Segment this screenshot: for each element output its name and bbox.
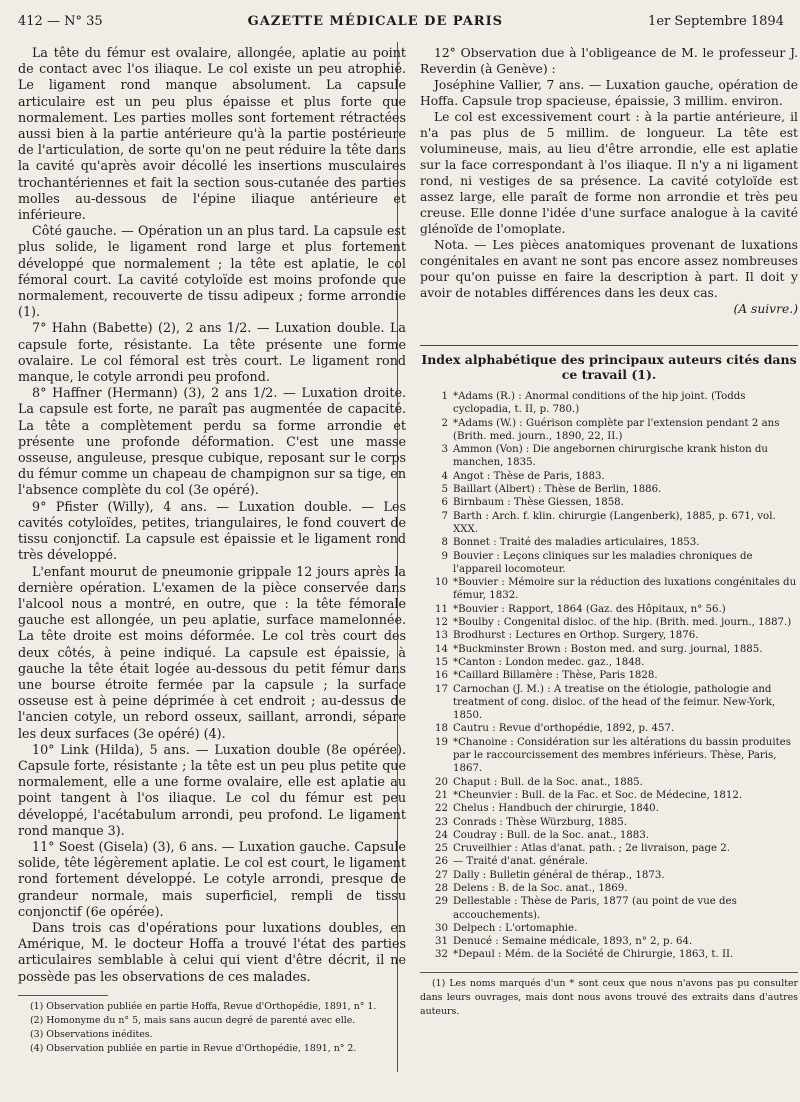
index-entry-text: Barth : Arch. f. klin. chirurgie (Langenberk), 1885, p. 671, vol. XXX. (453, 510, 776, 535)
index-entry-number: 26 (435, 856, 448, 868)
index-entry-text: Angot : Thèse de Paris, 1883. (453, 470, 605, 482)
index-entry-number: 9 (441, 550, 448, 562)
issue-date: 1er Septembre 1894 (648, 14, 784, 29)
index-entry-text: Birnbaum : Thèse Giessen, 1858. (453, 497, 624, 509)
index-entry (420, 736, 798, 776)
index-entry-number: 22 (435, 803, 448, 815)
index-entry-text: Ammon (Von) : Die angebornen chirurgische krank histon du manchen, 1835. (453, 444, 768, 469)
index-entry-number: 10 (435, 577, 448, 589)
index-entry-text: Delens : B. de la Soc. anat., 1869. (453, 882, 628, 894)
index-entry (420, 483, 798, 496)
index-entry-number: 3 (441, 444, 448, 456)
index-entry (420, 882, 798, 895)
index-entry-text: Chelus : Handbuch der chirurgie, 1840. (453, 803, 659, 815)
footnote-separator (420, 972, 798, 973)
index-entry (420, 922, 798, 935)
body-paragraph: 9° Pfister (Willy), 4 ans. — Luxation double. — Les cavités cotyloïdes, petites, triangulaires, le fond couvert de tissu conjonctif. La capsule est épaissie et le ligament rond très développé. (18, 498, 406, 563)
index-entry-number: 14 (435, 643, 448, 655)
right-column (420, 45, 798, 1056)
index-entry (420, 776, 798, 789)
index-entry-text: *Adams (R.) : Anormal conditions of the hip joint. (Todds cyclopadia, t. II, p. 780.) (453, 391, 746, 416)
index-entry-text: *Cheunvier : Bull. de la Fac. et Soc. de Médecine, 1812. (453, 789, 743, 801)
footnote: (1) Les noms marqués d'un * sont ceux que nous n'avons pas pu consulter dans leurs ouvrages, mais dont nous avons trouvé des extraits dans d'autres auteurs. (420, 977, 798, 1017)
index-entry-number: 2 (441, 417, 448, 429)
index-entry (420, 576, 798, 603)
index-entry (420, 656, 798, 669)
index-entry-text: Denucé : Semaine médicale, 1893, n° 2, p. 64. (453, 936, 693, 948)
index-entry-number: 20 (435, 776, 448, 788)
footnote: (3) Observations inédites. (30, 1028, 153, 1040)
body-paragraph: 12° Observation due à l'obligeance de M. le professeur J. Reverdin (à Genève) : (420, 46, 798, 76)
index-entry-text: *Chanoine : Considération sur les altérations du bassin produites par le raccourcissement des membres inférieurs. Thèse, Paris, 1867. (453, 736, 791, 775)
index-entry-text: *Buckminster Brown : Boston med. and surg. journal, 1885. (453, 643, 763, 655)
index-title: Index alphabétique des principaux auteurs cités dans ce travail (1). (420, 345, 798, 382)
index-entry-text: — Traité d'anat. générale. (453, 856, 588, 868)
index-entry-text: Coudray : Bull. de la Soc. anat., 1883. (453, 829, 649, 841)
index-entry (420, 895, 798, 922)
index-entry (420, 829, 798, 842)
index-entry (420, 616, 798, 629)
index-entry (420, 443, 798, 470)
index-entry-number: 1 (441, 391, 448, 402)
body-paragraph: Le col est excessivement court : à la partie antérieure, il n'a pas plus de 5 millim. de longueur. La tête est volumineuse, mais, au lieu d'être arrondie, elle est aplatie sur la face correspondant à l'os iliaque. Il n'y a ni ligament rond, ni vestiges de sa présence. La cavité cotyloïde est assez large, elle paraît de forme non arrondie et très peu creuse. Elle donne l'idée d'une surface analogue à la cavité glénoïde de l'omoplate. (420, 110, 798, 236)
index-entry (420, 869, 798, 882)
index-entry (420, 496, 798, 509)
index-entry-text: *Bouvier : Rapport, 1864 (Gaz. des Hôpitaux, n° 56.) (453, 603, 726, 615)
index-entry (420, 816, 798, 829)
index-entry-number: 5 (441, 484, 448, 496)
index-entry-text: Cruveilhier : Atlas d'anat. path. ; 2e livraison, page 2. (453, 843, 730, 855)
index-entry-number: 18 (435, 723, 448, 735)
body-paragraph: Joséphine Vallier, 7 ans. — Luxation gauche, opération de Hoffa. Capsule trop spacieuse, épaissie, 3 millim. environ. (420, 78, 798, 108)
page-number: 412 — N° 35 (18, 14, 103, 29)
index-entry-text: Conrads : Thèse Würzburg, 1885. (453, 816, 627, 828)
index-entry-number: 21 (435, 789, 448, 801)
index-entry (420, 643, 798, 656)
journal-title: GAZETTE MÉDICALE DE PARIS (247, 14, 504, 29)
index-entry-text: *Adams (W.) : Guérison complète par l'extension pendant 2 ans (Brith. med. journ., 1890, 22, II.) (453, 417, 780, 442)
index-entry (420, 842, 798, 855)
index-entry-number: 8 (441, 537, 448, 549)
index-entry-number: 16 (435, 670, 448, 682)
footnote: (2) Homonyme du n° 5, mais sans aucun degré de parenté avec elle. (30, 1014, 356, 1026)
body-paragraph: L'enfant mourut de pneumonie grippale 12 jours après la dernière opération. L'examen de la pièce conservée dans l'alcool nous a montré, en outre, que : la tête fémorale gauche est allongée, un peu aplatie, surface mamelonnée. La tête droite est moins déformée. Le col très court des deux côtés, à peine indiqué. La capsule est épaissie, à gauche la tête était logée au-dessous du petit fémur dans une bourse étroite fermée par la capsule ; la surface osseuse est à peine déprimée à cet endroit ; au-dessus de l'ancien cotyle, un rebord osseux, saillant, arrondi, sépare les deux surfaces (3e opéré) (4). (18, 563, 406, 741)
body-paragraph: 10° Link (Hilda), 5 ans. — Luxation double (8e opérée). Capsule forte, résistante ; la tête est un peu plus petite que normalement, elle a une forme ovalaire, elle est aplatie au point tangent à l'os iliaque. Le col du fémur est peu développé, l'acétabulum arrondi, peu profond. Le ligament rond manque 3). (18, 741, 406, 838)
index-entry-number: 25 (435, 843, 448, 855)
to-be-continued: (A suivre.) (733, 302, 798, 316)
index-entry-number: 19 (435, 736, 448, 748)
body-paragraph: 11° Soest (Gisela) (3), 6 ans. — Luxation gauche. Capsule solide, tête légèrement aplatie. Le col est court, le ligament rond fortement développé. Le cotyle arrondi, presque de grandeur normale, mais superficiel, rempli de tissu conjonctif (6e opérée). (18, 838, 406, 919)
page-header (18, 14, 784, 33)
body-paragraph: 7° Hahn (Babette) (2), 2 ans 1/2. — Luxation double. La capsule forte, résistante. La tête présente une forme ovalaire. Le col fémoral est très court. Le ligament rond manque, le cotyle arrondi peu profond. (18, 320, 406, 385)
index-entry-text: *Bouvier : Mémoire sur la réduction des luxations congénitales du fémur, 1832. (453, 577, 797, 602)
index-entry (420, 683, 798, 723)
index-entry-text: Chaput : Bull. de la Soc. anat., 1885. (453, 776, 643, 788)
index-entry-number: 27 (435, 869, 448, 881)
index-entry (420, 390, 798, 417)
index-entry-number: 11 (435, 603, 448, 615)
left-column (18, 45, 406, 1056)
index-entry-text: Bonnet : Traité des maladies articulaires, 1853. (453, 537, 700, 549)
index-entry-text: Carnochan (J. M.) : A treatise on the étiologie, pathologie and treatment of cong. disloc. of the head of the feimur. New-York, 1850. (453, 683, 776, 722)
index-entry (420, 536, 798, 549)
index-entry-number: 4 (441, 470, 448, 482)
index-entry (420, 855, 798, 868)
index-entry-number: 32 (435, 949, 448, 961)
columns (18, 45, 798, 1056)
index-entry-number: 24 (435, 829, 448, 841)
index-entry (420, 417, 798, 444)
footnote-separator (18, 995, 108, 996)
index-entry-text: Dellestable : Thèse de Paris, 1877 (au point de vue des accouchements). (453, 896, 737, 921)
index-entry (420, 629, 798, 642)
author-index (420, 390, 798, 962)
index-entry-text: *Caillard Billamère : Thèse, Paris 1828. (453, 670, 658, 682)
index-entry-text: *Depaul : Mém. de la Société de Chirurgie, 1863, t. II. (453, 949, 734, 961)
body-paragraph: La tête du fémur est ovalaire, allongée, aplatie au point de contact avec l'os iliaque. Le col existe un peu atrophié. Le ligament rond manque absolument. La capsule articulaire est un peu plus épaisse et plus forte que normalement. Les parties molles sont fortement rétractées aussi bien à la partie antérieure qu'à la partie postérieure de l'articulation, de sorte qu'on ne peut réduire la tête dans la cavité qu'après avoir décollé les insertions musculaires trochantériennes et fait la section sous-cutanée des parties molles au-dessous de l'épine iliaque antérieure et inférieure. (18, 45, 406, 223)
index-entry-number: 7 (441, 510, 448, 522)
index-entry (420, 550, 798, 577)
index-entry (420, 470, 798, 483)
index-entry-number: 17 (435, 683, 448, 695)
index-entry-number: 30 (435, 922, 448, 934)
footnote: (4) Observation publiée en partie in Revue d'Orthopédie, 1891, n° 2. (30, 1042, 357, 1054)
index-entry-number: 29 (435, 896, 448, 908)
index-entry-number: 6 (441, 497, 448, 509)
index-entry (420, 603, 798, 616)
index-entry-text: Dally : Bulletin général de thérap., 1873. (453, 869, 665, 881)
body-paragraph: Côté gauche. — Opération un an plus tard. La capsule est plus solide, le ligament rond large et plus fortement développé que normalement ; la tête est aplatie, le col fémoral court. La cavité cotyloïde est moins profonde que normalement, recouverte de tissu adipeux ; forme arrondie (1). (18, 223, 406, 320)
index-entry-number: 28 (435, 882, 448, 894)
index-entry-number: 15 (435, 656, 448, 668)
index-entry (420, 510, 798, 537)
index-entry-number: 12 (435, 617, 448, 629)
footnote: (1) Observation publiée en partie Hoffa, Revue d'Orthopédie, 1891, n° 1. (30, 1000, 377, 1012)
body-paragraph: Dans trois cas d'opérations pour luxations doubles, en Amérique, M. le docteur Hoffa a trouvé l'état des parties articulaires semblable à celui qui vient d'être décrit, il ne possède pas les observations de ces malades. (18, 919, 406, 984)
index-entry (420, 669, 798, 682)
index-entry-text: Baillart (Albert) : Thèse de Berlin, 1886. (453, 484, 662, 496)
index-entry-text: Delpech : L'ortomaphie. (453, 922, 578, 934)
index-entry-text: Brodhurst : Lectures en Orthop. Surgery, 1876. (453, 630, 699, 642)
index-entry-number: 31 (435, 936, 448, 948)
index-entry (420, 948, 798, 961)
index-entry-text: Bouvier : Leçons cliniques sur les maladies chroniques de l'appareil locomoteur. (453, 550, 753, 575)
index-entry-number: 23 (435, 816, 448, 828)
index-entry-text: *Canton : London medec. gaz., 1848. (453, 656, 645, 668)
body-paragraph: Nota. — Les pièces anatomiques provenant de luxations congénitales en avant ne sont pas encore assez nombreuses pour qu'on puisse en faire la description à part. Il doit y avoir de notables différences dans les deux cas. (420, 238, 798, 300)
index-entry (420, 802, 798, 815)
index-entry (420, 789, 798, 802)
index-entry (420, 935, 798, 948)
index-entry-text: *Boulby : Congenital disloc. of the hip. (Brith. med. journ., 1887.) (453, 617, 792, 629)
index-entry (420, 722, 798, 735)
body-paragraph: 8° Haffner (Hermann) (3), 2 ans 1/2. — Luxation droite. La capsule est forte, ne paraît pas augmentée de capacité. La tête a complètement perdu sa forme arrondie et présente une profonde déformation. C'est une masse osseuse, anguleuse, presque cubique, reposant sur le corps du fémur comme un chapeau de champignon sur sa tige, en l'absence complète du col (3e opéré). (18, 385, 406, 498)
index-entry-number: 13 (435, 630, 448, 642)
index-entry-text: Cautru : Revue d'orthopédie, 1892, p. 457. (453, 723, 675, 735)
